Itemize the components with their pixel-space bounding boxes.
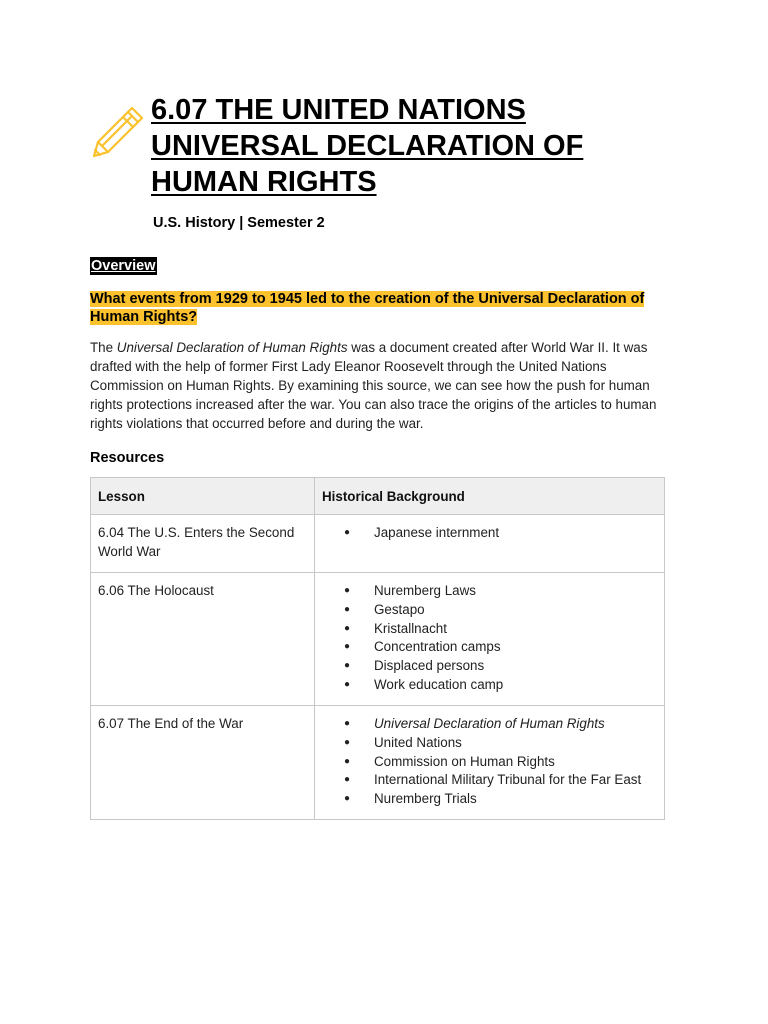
background-list xyxy=(322,715,657,809)
resources-heading: Resources xyxy=(90,450,165,466)
list-item: ● Nuremberg Trials xyxy=(344,790,657,809)
pencil-icon xyxy=(91,104,143,160)
intro-prefix: The xyxy=(90,340,117,355)
list-item: ● Nuremberg Laws xyxy=(344,582,657,601)
resources-table xyxy=(90,477,665,820)
list-item: ● United Nations xyxy=(344,734,657,753)
essential-question xyxy=(90,290,680,326)
lesson-cell: 6.06 The Holocaust xyxy=(91,573,315,706)
list-item: ● Work education camp xyxy=(344,676,657,695)
essential-question-text: What events from 1929 to 1945 led to the creation of the Universal Declaration of Human Rights? xyxy=(90,291,645,325)
list-item: ● Commission on Human Rights xyxy=(344,753,657,772)
title-line: 6.07 THE UNITED NATIONS xyxy=(151,94,526,126)
list-item-text: Universal Declaration of Human Rights xyxy=(374,716,605,731)
page-title xyxy=(151,92,711,200)
list-item xyxy=(344,715,657,734)
course-subtitle: U.S. History | Semester 2 xyxy=(153,215,325,231)
column-header-background: Historical Background xyxy=(315,478,665,515)
intro-document-title: Universal Declaration of Human Rights xyxy=(116,340,348,355)
intro-paragraph xyxy=(90,338,682,433)
title-line: UNIVERSAL DECLARATION OF xyxy=(151,130,584,162)
table-row xyxy=(91,515,665,573)
table-row xyxy=(91,573,665,706)
list-item: ● Displaced persons xyxy=(344,657,657,676)
background-cell xyxy=(315,515,665,573)
list-item: ● Kristallnacht xyxy=(344,620,657,639)
overview-label: Overview xyxy=(91,258,156,274)
table-header-row xyxy=(91,478,665,515)
background-list xyxy=(322,582,657,695)
list-item: ● International Military Tribunal for the Far East xyxy=(344,771,657,790)
column-header-lesson: Lesson xyxy=(91,478,315,515)
title-line: HUMAN RIGHTS xyxy=(151,166,377,198)
table-row xyxy=(91,706,665,820)
intro-body: was a document created after World War II. It was drafted with the help of former First Lady Eleanor Roosevelt through the United Nations Commission on Human Rights. By examining this source, we can see how the push for human rights protections increased after the war. You can also trace the origins of the articles to human rights violations that occurred before and during the war. xyxy=(90,340,657,431)
lesson-cell: 6.07 The End of the War xyxy=(91,706,315,820)
list-item: ● Gestapo xyxy=(344,601,657,620)
lesson-cell: 6.04 The U.S. Enters the Second World War xyxy=(91,515,315,573)
background-cell xyxy=(315,573,665,706)
background-cell xyxy=(315,706,665,820)
list-item: ● Concentration camps xyxy=(344,638,657,657)
list-item: ● Japanese internment xyxy=(344,524,657,543)
background-list xyxy=(322,524,657,543)
